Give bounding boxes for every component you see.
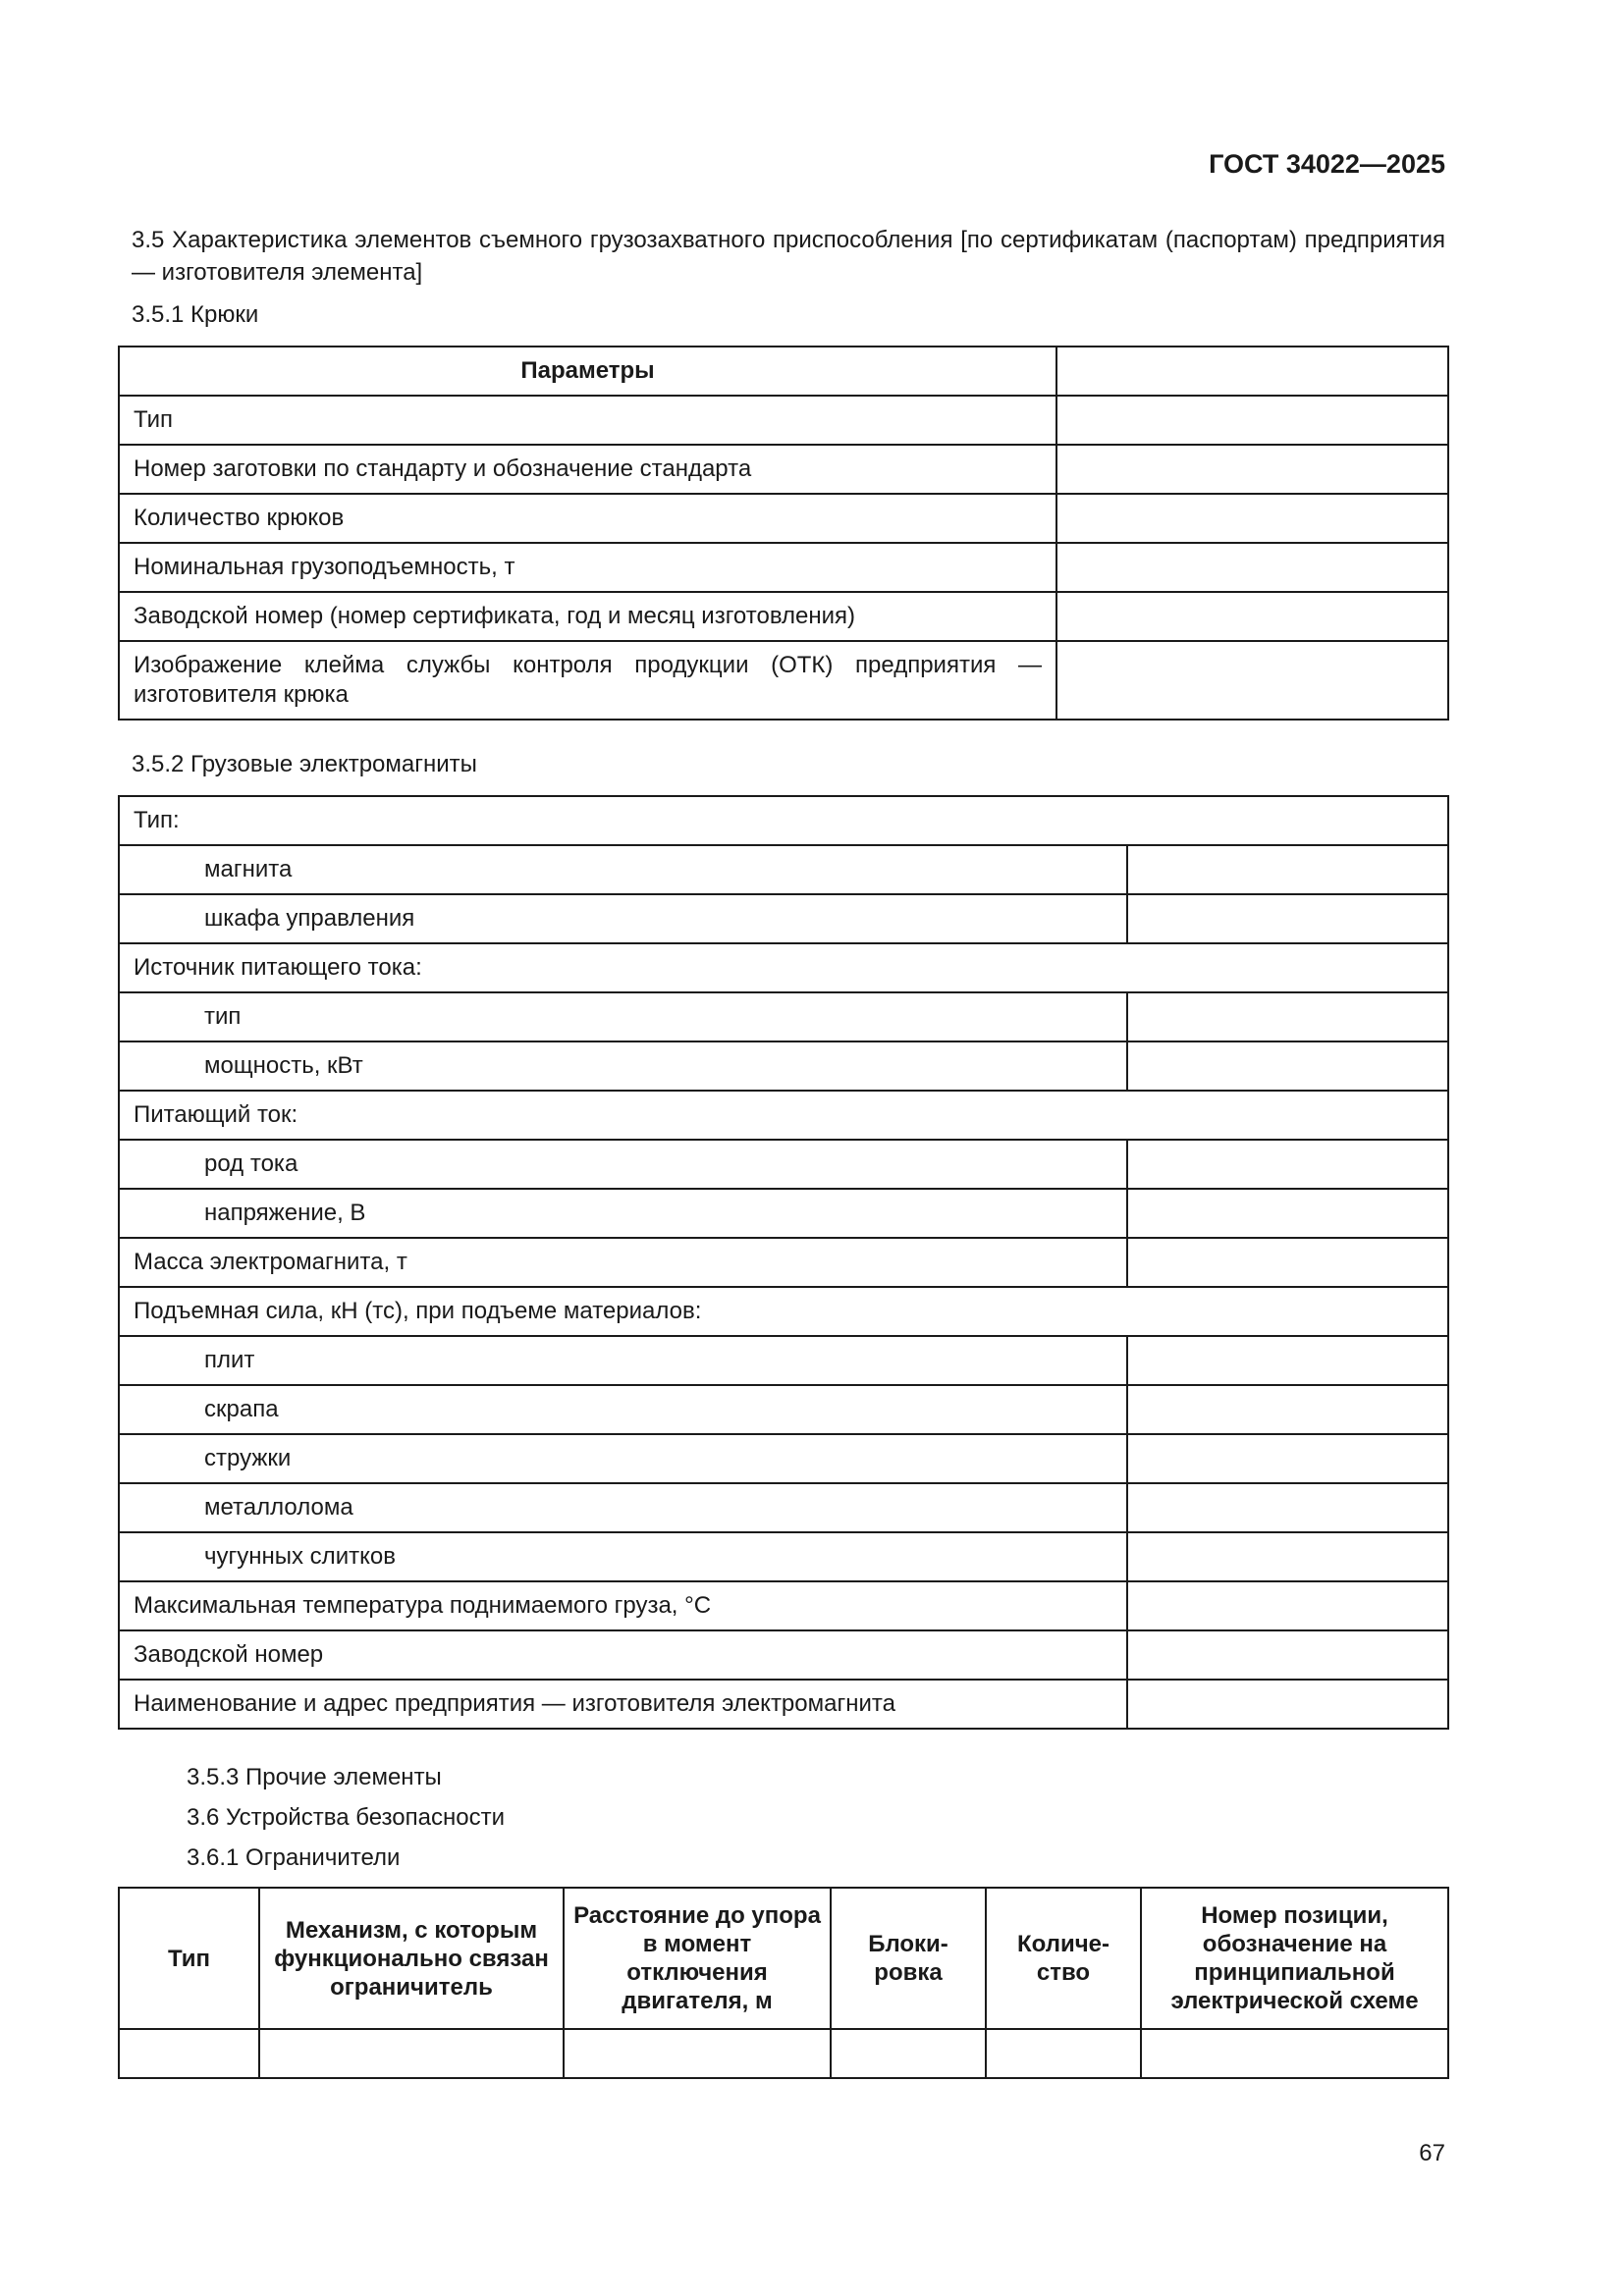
page-number: 67 — [1419, 2140, 1445, 2166]
magnets-row — [119, 1630, 1448, 1680]
magnets-row-value — [1127, 1581, 1448, 1630]
magnets-row — [119, 1189, 1448, 1238]
hooks-row-value — [1056, 592, 1448, 641]
limiters-cell — [259, 2029, 564, 2078]
magnets-row-label: шкафа управления — [119, 894, 1127, 943]
magnets-row-label: Питающий ток: — [119, 1091, 1448, 1140]
magnets-row — [119, 1140, 1448, 1189]
magnets-row-value — [1127, 894, 1448, 943]
section-3-5-2-heading: 3.5.2 Грузовые электромагниты — [132, 751, 477, 777]
magnets-row — [119, 1680, 1448, 1729]
limiters-cell — [564, 2029, 831, 2078]
magnets-row — [119, 1385, 1448, 1434]
magnets-row-label: Тип: — [119, 796, 1448, 845]
hooks-row-value — [1056, 494, 1448, 543]
magnets-row-label: мощность, кВт — [119, 1041, 1127, 1091]
magnets-row-value — [1127, 1336, 1448, 1385]
magnets-row — [119, 1434, 1448, 1483]
magnets-row-label: Подъемная сила, кН (тс), при подъеме материалов: — [119, 1287, 1448, 1336]
limiters-cell — [831, 2029, 986, 2078]
section-3-5-3-heading: 3.5.3 Прочие элементы — [187, 1764, 442, 1790]
limiters-table — [118, 1887, 1449, 2079]
hooks-row-value — [1056, 641, 1448, 720]
hooks-table-header: Параметры — [119, 347, 1056, 396]
magnets-row — [119, 845, 1448, 894]
magnets-row — [119, 1041, 1448, 1091]
magnets-row-value — [1127, 1041, 1448, 1091]
limiters-header-mechanism: Механизм, с которым функционально связан ограничитель — [259, 1888, 564, 2029]
hooks-row-label: Изображение клейма службы контроля продукции (ОТК) предприятия — изготовителя крюка — [119, 641, 1056, 720]
hooks-row-label: Номер заготовки по стандарту и обозначение стандарта — [119, 445, 1056, 494]
limiters-header-distance: Расстояние до упора в момент отключения двигателя, м — [564, 1888, 831, 2029]
magnets-row-label: Масса электромагнита, т — [119, 1238, 1127, 1287]
limiters-cell — [1141, 2029, 1448, 2078]
magnets-row — [119, 1532, 1448, 1581]
magnets-row — [119, 1238, 1448, 1287]
section-3-5-1-heading: 3.5.1 Крюки — [132, 301, 259, 328]
magnets-row-label: напряжение, В — [119, 1189, 1127, 1238]
magnets-row-label: Заводской номер — [119, 1630, 1127, 1680]
hooks-row-label: Номинальная грузоподъемность, т — [119, 543, 1056, 592]
magnets-row — [119, 943, 1448, 992]
hooks-table — [118, 346, 1449, 721]
hooks-row-value — [1056, 543, 1448, 592]
limiters-header-position: Номер позиции, обозначение на принципиальной электрической схеме — [1141, 1888, 1448, 2029]
magnets-row-label: магнита — [119, 845, 1127, 894]
magnets-row-label: Источник питающего тока: — [119, 943, 1448, 992]
magnets-row-value — [1127, 1434, 1448, 1483]
magnets-table — [118, 795, 1449, 1730]
hooks-row-label: Количество крюков — [119, 494, 1056, 543]
magnets-row — [119, 1483, 1448, 1532]
magnets-row-value — [1127, 1140, 1448, 1189]
magnets-row — [119, 894, 1448, 943]
magnets-row-label: чугунных слитков — [119, 1532, 1127, 1581]
magnets-row-label: скрапа — [119, 1385, 1127, 1434]
section-3-6-heading: 3.6 Устройства безопасности — [187, 1804, 505, 1831]
magnets-row — [119, 1091, 1448, 1140]
magnets-row-value — [1127, 1483, 1448, 1532]
magnets-row-label: род тока — [119, 1140, 1127, 1189]
hooks-row-label: Заводской номер (номер сертификата, год и месяц изготовления) — [119, 592, 1056, 641]
limiters-header-quantity: Количе-ство — [986, 1888, 1141, 2029]
section-3-5-heading: 3.5 Характеристика элементов съемного грузозахватного приспособления [по сертификатам (паспортам) предприятия — изготовителя элемента] — [132, 227, 1445, 286]
limiters-cell — [986, 2029, 1141, 2078]
hooks-row-value — [1056, 445, 1448, 494]
magnets-row — [119, 1581, 1448, 1630]
magnets-row-label: плит — [119, 1336, 1127, 1385]
limiters-header-blocking: Блоки-ровка — [831, 1888, 986, 2029]
hooks-table-value-header — [1056, 347, 1448, 396]
magnets-row-value — [1127, 1385, 1448, 1434]
magnets-row-value — [1127, 845, 1448, 894]
section-3-6-1-heading: 3.6.1 Ограничители — [187, 1844, 401, 1871]
document-header: ГОСТ 34022—2025 — [1209, 149, 1445, 179]
limiters-header-type: Тип — [119, 1888, 259, 2029]
magnets-row — [119, 1336, 1448, 1385]
magnets-row-label: Наименование и адрес предприятия — изготовителя электромагнита — [119, 1680, 1127, 1729]
magnets-row-value — [1127, 1630, 1448, 1680]
magnets-row-label: стружки — [119, 1434, 1127, 1483]
hooks-row-value — [1056, 396, 1448, 445]
magnets-row — [119, 1287, 1448, 1336]
magnets-row-value — [1127, 1532, 1448, 1581]
magnets-row-value — [1127, 1189, 1448, 1238]
magnets-row — [119, 992, 1448, 1041]
limiters-cell — [119, 2029, 259, 2078]
magnets-row-value — [1127, 1238, 1448, 1287]
magnets-row — [119, 796, 1448, 845]
hooks-row-label: Тип — [119, 396, 1056, 445]
magnets-row-label: тип — [119, 992, 1127, 1041]
magnets-row-label: Максимальная температура поднимаемого груза, °С — [119, 1581, 1127, 1630]
magnets-row-label: металлолома — [119, 1483, 1127, 1532]
magnets-row-value — [1127, 992, 1448, 1041]
magnets-row-value — [1127, 1680, 1448, 1729]
